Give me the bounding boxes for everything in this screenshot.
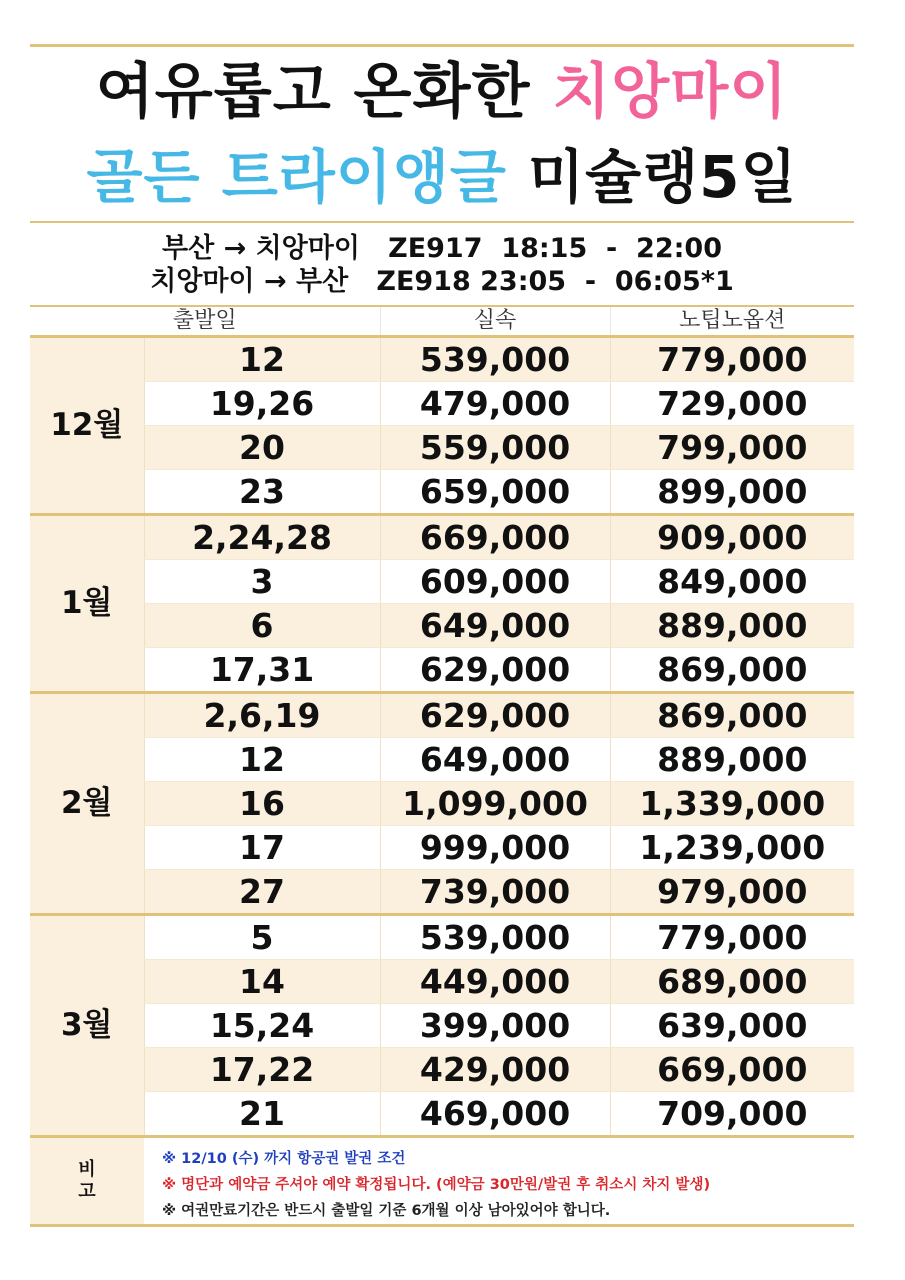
real-price-cell: 669,000 [380, 515, 610, 560]
price-table [30, 307, 854, 1138]
real-price-cell: 559,000 [380, 426, 610, 470]
flight-outbound: 부산 → 치앙마이 ZE917 18:15 - 22:00 [162, 233, 722, 264]
month-label: 3월 [30, 915, 144, 1137]
month-label: 12월 [30, 337, 144, 515]
table-row [30, 515, 854, 560]
table-row [30, 382, 854, 426]
departure-dates-cell: 12 [144, 738, 380, 782]
departure-dates-cell: 21 [144, 1092, 380, 1137]
title-line-1 [30, 47, 854, 135]
header-real-price: 실속 [380, 307, 610, 337]
notip-price-cell: 779,000 [610, 337, 854, 382]
price-sheet [30, 44, 854, 1227]
table-row [30, 1092, 854, 1137]
departure-dates-cell: 17 [144, 826, 380, 870]
real-price-cell: 659,000 [380, 470, 610, 515]
departure-dates-cell: 6 [144, 604, 380, 648]
departure-dates-cell: 14 [144, 960, 380, 1004]
real-price-cell: 429,000 [380, 1048, 610, 1092]
departure-dates-cell: 3 [144, 560, 380, 604]
real-price-cell: 1,099,000 [380, 782, 610, 826]
table-row [30, 960, 854, 1004]
notip-price-cell: 689,000 [610, 960, 854, 1004]
header-notip-price: 노팁노옵션 [610, 307, 854, 337]
departure-dates-cell: 17,31 [144, 648, 380, 693]
notip-price-cell: 779,000 [610, 915, 854, 960]
notip-price-cell: 1,239,000 [610, 826, 854, 870]
real-price-cell: 629,000 [380, 693, 610, 738]
month-label: 1월 [30, 515, 144, 693]
table-row [30, 1048, 854, 1092]
notip-price-cell: 849,000 [610, 560, 854, 604]
departure-dates-cell: 23 [144, 470, 380, 515]
departure-dates-cell: 17,22 [144, 1048, 380, 1092]
price-table-header [30, 307, 854, 337]
notes-section [30, 1138, 854, 1227]
real-price-cell: 649,000 [380, 738, 610, 782]
table-row [30, 337, 854, 382]
real-price-cell: 539,000 [380, 915, 610, 960]
title-line-1-black: 여유롭고 온화한 [95, 57, 553, 127]
notes-label: 비 고 [30, 1138, 144, 1224]
note-ticketing-deadline: ※ 12/10 (수) 까지 항공권 발권 조건 [162, 1151, 406, 1167]
table-row [30, 1004, 854, 1048]
notip-price-cell: 639,000 [610, 1004, 854, 1048]
header-date: 출발일 [30, 307, 380, 337]
departure-dates-cell: 2,6,19 [144, 693, 380, 738]
title-tour-name: 골든 트라이앵글 [86, 143, 507, 211]
table-row [30, 915, 854, 960]
notip-price-cell: 869,000 [610, 693, 854, 738]
table-row [30, 693, 854, 738]
notip-price-cell: 1,339,000 [610, 782, 854, 826]
title-destination: 치앙마이 [552, 57, 789, 127]
notip-price-cell: 869,000 [610, 648, 854, 693]
real-price-cell: 999,000 [380, 826, 610, 870]
notip-price-cell: 709,000 [610, 1092, 854, 1137]
title-line-2 [30, 135, 854, 221]
notip-price-cell: 979,000 [610, 870, 854, 915]
real-price-cell: 399,000 [380, 1004, 610, 1048]
departure-dates-cell: 15,24 [144, 1004, 380, 1048]
real-price-cell: 449,000 [380, 960, 610, 1004]
departure-dates-cell: 2,24,28 [144, 515, 380, 560]
notip-price-cell: 799,000 [610, 426, 854, 470]
real-price-cell: 479,000 [380, 382, 610, 426]
table-row [30, 470, 854, 515]
title-line-2-black: 미슐랭5일 [506, 143, 798, 211]
real-price-cell: 739,000 [380, 870, 610, 915]
departure-dates-cell: 20 [144, 426, 380, 470]
real-price-cell: 629,000 [380, 648, 610, 693]
month-label: 2월 [30, 693, 144, 915]
departure-dates-cell: 27 [144, 870, 380, 915]
departure-dates-cell: 16 [144, 782, 380, 826]
real-price-cell: 469,000 [380, 1092, 610, 1137]
departure-dates-cell: 5 [144, 915, 380, 960]
real-price-cell: 539,000 [380, 337, 610, 382]
notip-price-cell: 669,000 [610, 1048, 854, 1092]
table-row [30, 782, 854, 826]
departure-dates-cell: 19,26 [144, 382, 380, 426]
table-row [30, 870, 854, 915]
table-row [30, 826, 854, 870]
notip-price-cell: 889,000 [610, 604, 854, 648]
table-row [30, 426, 854, 470]
table-row [30, 738, 854, 782]
flight-return: 치앙마이 → 부산 ZE918 23:05 - 06:05*1 [150, 266, 734, 297]
notip-price-cell: 909,000 [610, 515, 854, 560]
table-row [30, 604, 854, 648]
notes-list [144, 1138, 710, 1224]
table-row [30, 648, 854, 693]
notip-price-cell: 899,000 [610, 470, 854, 515]
real-price-cell: 649,000 [380, 604, 610, 648]
real-price-cell: 609,000 [380, 560, 610, 604]
notip-price-cell: 729,000 [610, 382, 854, 426]
departure-dates-cell: 12 [144, 337, 380, 382]
notip-price-cell: 889,000 [610, 738, 854, 782]
note-passport: ※ 여권만료기간은 반드시 출발일 기준 6개월 이상 남아있어야 합니다. [162, 1203, 611, 1219]
table-row [30, 560, 854, 604]
note-deposit: ※ 명단과 예약금 주셔야 예약 확정됩니다. (예약금 30만원/발권 후 취소시 차지 발생) [162, 1177, 711, 1193]
flight-schedule [30, 223, 854, 305]
